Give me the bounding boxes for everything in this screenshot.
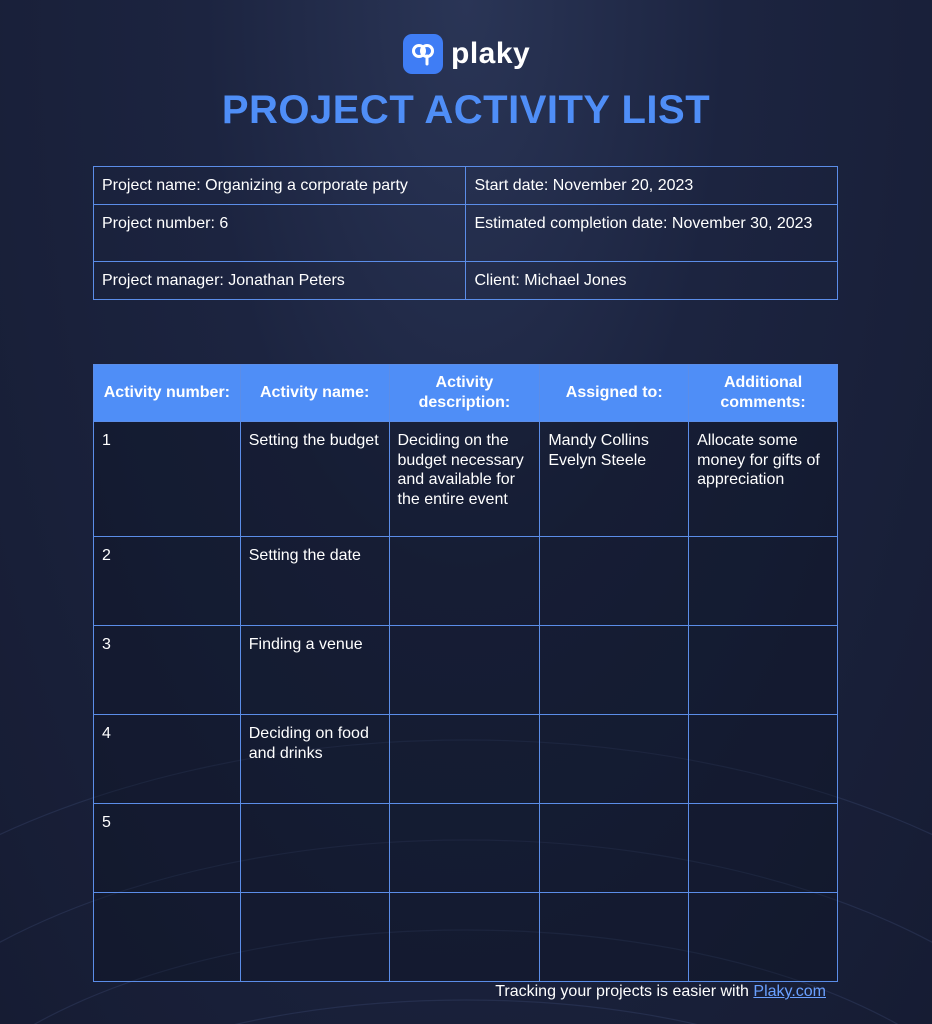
page-title: PROJECT ACTIVITY LIST bbox=[221, 88, 711, 132]
table-row bbox=[94, 804, 838, 893]
activity-name-cell: Deciding on food and drinks bbox=[240, 715, 389, 804]
activity-description-cell bbox=[389, 715, 540, 804]
header-assigned-to: Assigned to: bbox=[540, 365, 689, 422]
activity-number-cell: 4 bbox=[94, 715, 241, 804]
project-info-table bbox=[93, 166, 838, 300]
project-manager-cell: Project manager: Jonathan Peters bbox=[94, 262, 466, 300]
activity-name-cell bbox=[240, 804, 389, 893]
activity-description-cell bbox=[389, 537, 540, 626]
table-row bbox=[94, 537, 838, 626]
activity-number-cell: 2 bbox=[94, 537, 241, 626]
footer-text: Tracking your projects is easier with bbox=[495, 983, 754, 1000]
activity-name-cell: Setting the budget bbox=[240, 422, 389, 537]
activity-description-cell: Deciding on the budget necessary and available for the entire event bbox=[389, 422, 540, 537]
activity-name-cell: Setting the date bbox=[240, 537, 389, 626]
activity-description-cell bbox=[389, 626, 540, 715]
start-date-cell: Start date: November 20, 2023 bbox=[466, 167, 838, 205]
assigned-to-cell bbox=[540, 537, 689, 626]
assigned-to-cell bbox=[540, 715, 689, 804]
logo-text: plaky bbox=[451, 37, 531, 70]
table-row bbox=[94, 893, 838, 982]
assignee: Mandy Collins bbox=[548, 432, 649, 449]
plaky-logo bbox=[403, 34, 530, 74]
project-number-cell: Project number: 6 bbox=[94, 205, 466, 262]
completion-date-cell: Estimated completion date: November 30, 2023 bbox=[466, 205, 838, 262]
activity-name-cell bbox=[240, 893, 389, 982]
table-row bbox=[94, 715, 838, 804]
assignee: Evelyn Steele bbox=[548, 451, 647, 469]
activity-number-cell bbox=[94, 893, 241, 982]
activity-description-cell bbox=[389, 893, 540, 982]
activity-table-header bbox=[94, 365, 838, 422]
header-additional-comments: Additional comments: bbox=[689, 365, 838, 422]
footer-note bbox=[495, 983, 826, 1001]
client-cell: Client: Michael Jones bbox=[466, 262, 838, 300]
assigned-to-cell bbox=[540, 804, 689, 893]
activity-table bbox=[93, 364, 838, 982]
header-activity-description: Activity description: bbox=[389, 365, 540, 422]
activity-description-cell bbox=[389, 804, 540, 893]
additional-comments-cell bbox=[689, 715, 838, 804]
plaky-link[interactable]: Plaky.com bbox=[753, 983, 826, 1000]
project-name-cell: Project name: Organizing a corporate party bbox=[94, 167, 466, 205]
additional-comments-cell: Allocate some money for gifts of appreciation bbox=[689, 422, 838, 537]
additional-comments-cell bbox=[689, 893, 838, 982]
header-activity-number: Activity number: bbox=[94, 365, 241, 422]
assigned-to-cell bbox=[540, 893, 689, 982]
activity-number-cell: 1 bbox=[94, 422, 241, 537]
plaky-logo-icon bbox=[403, 34, 443, 74]
activity-name-cell: Finding a venue bbox=[240, 626, 389, 715]
additional-comments-cell bbox=[689, 804, 838, 893]
table-row bbox=[94, 626, 838, 715]
activity-number-cell: 3 bbox=[94, 626, 241, 715]
activity-number-cell: 5 bbox=[94, 804, 241, 893]
additional-comments-cell bbox=[689, 626, 838, 715]
additional-comments-cell bbox=[689, 537, 838, 626]
table-row bbox=[94, 422, 838, 537]
header-activity-name: Activity name: bbox=[240, 365, 389, 422]
assigned-to-cell bbox=[540, 422, 689, 537]
assigned-to-cell bbox=[540, 626, 689, 715]
